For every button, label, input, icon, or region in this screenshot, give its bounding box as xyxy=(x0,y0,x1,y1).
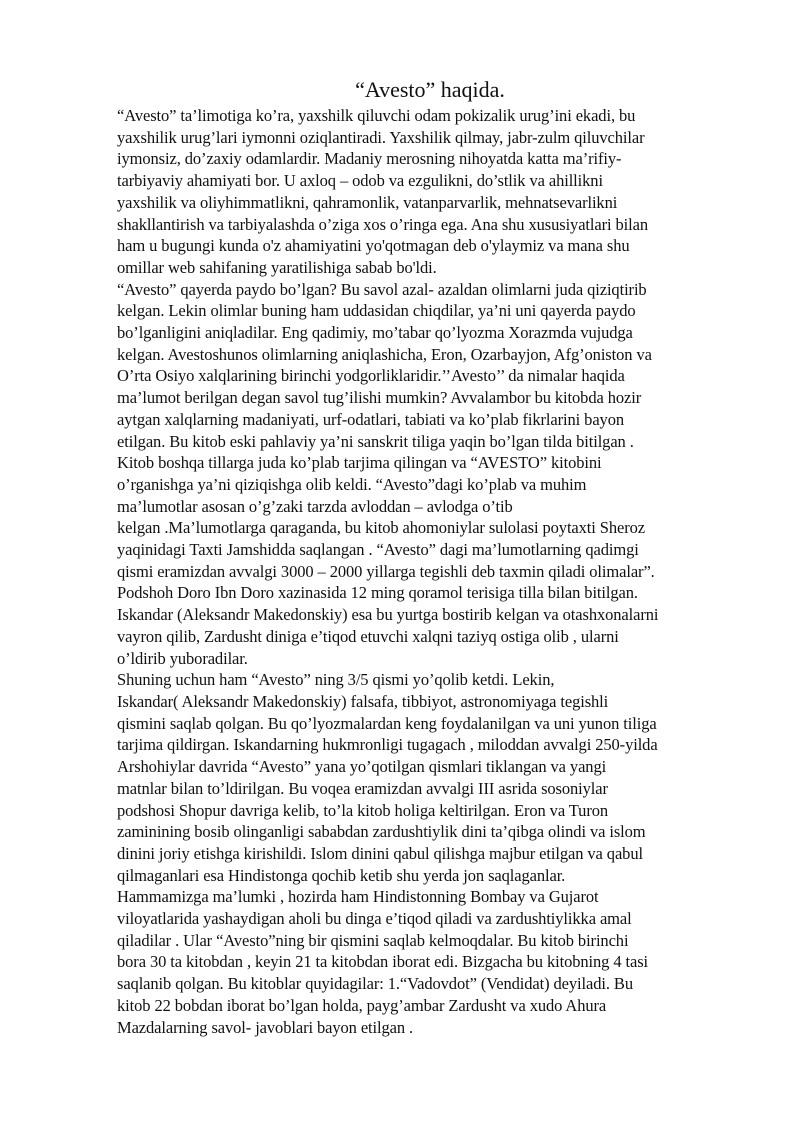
text-line: “Avesto” ta’limotiga ko’ra, yaxshilk qiluvchi odam pokizalik urug’ini ekadi, bu xyxy=(117,106,636,125)
text-line: etilgan. Bu kitob eski pahlaviy ya’ni sanskrit tiliga yaqin bo’lgan tilda bitilgan . xyxy=(117,431,634,451)
text-line: ham u bugungi kunda o'z ahamiyatini yo'qotmagan deb o'ylaymiz va mana shu xyxy=(117,236,630,256)
text-line: o’ldirib yuboradilar. xyxy=(117,648,248,668)
text-line: zaminining bosib olinganligi sababdan zardushtiylik dini ta’qibga olindi va islom xyxy=(117,822,646,842)
text-line: shakllantirish va tarbiyalashda o’ziga xos o’ringa ega. Ana shu xususiyatlari bilan xyxy=(117,214,649,234)
text-line: kelgan. Lekin olimlar buning ham uddasidan chiqdilar, ya’ni uni qayerda paydo xyxy=(117,301,636,321)
document-title: “Avesto” haqida. xyxy=(355,77,505,102)
text-line: Shuning uchun ham “Avesto” ning 3/5 qismi yo’qolib ketdi. Lekin, xyxy=(117,670,555,690)
text-line: yaxshilik va oliyhimmatlikni, qahramonlik, vatanparvarlik, mehnatsevarlikni xyxy=(117,192,618,212)
text-line: yaxshilik urug’lari iymonni oziqlantiradi. Yaxshilik qilmay, jabr-zulm qiluvchilar xyxy=(117,127,645,147)
text-line: Mazdalarning savol- javoblari bayon etilgan . xyxy=(117,1017,414,1037)
text-line: kelgan. Avestoshunos olimlarning aniqlashicha, Eron, Ozarbayjon, Afg’oniston va xyxy=(117,344,652,364)
text-line: viloyatlarida yashaydigan aholi bu dinga e’tiqod qiladi va zardushtiylikka amal xyxy=(117,909,632,929)
text-line: dinini joriy etishga kirishildi. Islom dinini qabul qilishga majbur etilgan va qabul xyxy=(117,843,643,863)
text-line: tarjima qildirgan. Iskandarning hukmronligi tugagach , miloddan avvalgi 250-yilda xyxy=(117,735,658,755)
text-line: Iskandar( Aleksandr Makedonskiy) falsafa, tibbiyot, astronomiyaga tegishli xyxy=(117,691,609,711)
document-body xyxy=(117,105,717,1038)
text-line: aytgan xalqlarning madaniyati, urf-odatlari, tabiati va ko’plab fikrlarini bayon xyxy=(117,409,624,429)
text-line: saqlanib qolgan. Bu kitoblar quyidagilar: 1.“Vadovdot” (Vendidat) deyiladi. Bu xyxy=(117,974,633,994)
text-line: qismi eramizdan avvalgi 3000 – 2000 yillarga tegishli deb taxmin qiladi olimalar”. xyxy=(117,561,655,581)
text-line: Kitob boshqa tillarga juda ko’plab tarjima qilingan va “AVESTO” kitobini xyxy=(117,453,602,473)
text-line: omillar web sahifaning yaratilishiga sabab bo'ldi. xyxy=(117,257,437,277)
text-line: yaqinidagi Taxti Jamshidda saqlangan . “Avesto” dagi ma’lumotlarning qadimgi xyxy=(117,540,639,560)
text-line: ma’lumot berilgan degan savol tug’ilishi mumkin? Avvalambor bu kitobda hozir xyxy=(117,388,642,408)
text-line: bora 30 ta kitobdan , keyin 21 ta kitobdan iborat edi. Bizgacha bu kitobning 4 tasi xyxy=(117,952,649,972)
text-line: o’rganishga ya’ni qiziqishga olib keldi. “Avesto”dagi ko’plab va muhim xyxy=(117,474,587,494)
text-line: qismini saqlab qolgan. Bu qo’lyozmalardan keng foydalanilgan va uni yunon tiliga xyxy=(117,713,657,733)
text-line: Hammamizga ma’lumki , hozirda ham Hindistonning Bombay va Gujarot xyxy=(117,887,599,907)
text-line: Podshoh Doro Ibn Doro xazinasida 12 ming qoramol terisiga tilla bilan bitilgan. xyxy=(117,583,638,603)
text-line: matnlar bilan to’ldirilgan. Bu voqea eramizdan avvalgi III asrida sosoniylar xyxy=(117,778,608,798)
text-line: Arshohiylar davrida “Avesto” yana yo’qotilgan qismlari tiklangan va yangi xyxy=(117,757,607,777)
text-line: qilmaganlari esa Hindistonga qochib ketib shu yerda jon saqlaganlar. xyxy=(117,865,566,885)
text-line: tarbiyaviy ahamiyati bor. U axloq – odob va ezgulikni, do’stlik va ahillikni xyxy=(117,171,603,191)
text-line: bo’lganligini aniqladilar. Eng qadimiy, mo’tabar qo’lyozma Xorazmda vujudga xyxy=(117,323,633,343)
text-line: O’rta Osiyo xalqlarining birinchi yodgorliklaridir.’’Avesto’’ da nimalar haqida xyxy=(117,366,625,386)
text-line: podshosi Shopur davriga kelib, to’la kitob holiga keltirilgan. Eron va Turon xyxy=(117,800,609,820)
text-line: “Avesto” qayerda paydo bo’lgan? Bu savol azal- azaldan olimlarni juda qiziqtirib xyxy=(117,279,647,299)
text-line: kitob 22 bobdan iborat bo’lgan holda, payg’ambar Zardusht va xudo Ahura xyxy=(117,995,607,1015)
text-line: Iskandar (Aleksandr Makedonskiy) esa bu yurtga bostirib kelgan va otashxonalarni xyxy=(117,605,659,625)
text-line: ma’lumotlar asosan o’g’zaki tarzda avloddan – avlodga o’tib xyxy=(117,496,513,516)
text-line: qiladilar . Ular “Avesto”ning bir qismini saqlab kelmoqdalar. Bu kitob birinchi xyxy=(117,930,629,950)
text-line: kelgan .Ma’lumotlarga qaraganda, bu kitob ahomoniylar sulolasi poytaxti Sheroz xyxy=(117,518,646,538)
text-line: iymonsiz, do’zaxiy odamlardir. Madaniy merosning nihoyatda katta ma’rifiy- xyxy=(117,149,622,169)
text-line: vayron qilib, Zardusht diniga e’tiqod etuvchi xalqni taziyq ostiga olib , ularni xyxy=(117,626,619,646)
